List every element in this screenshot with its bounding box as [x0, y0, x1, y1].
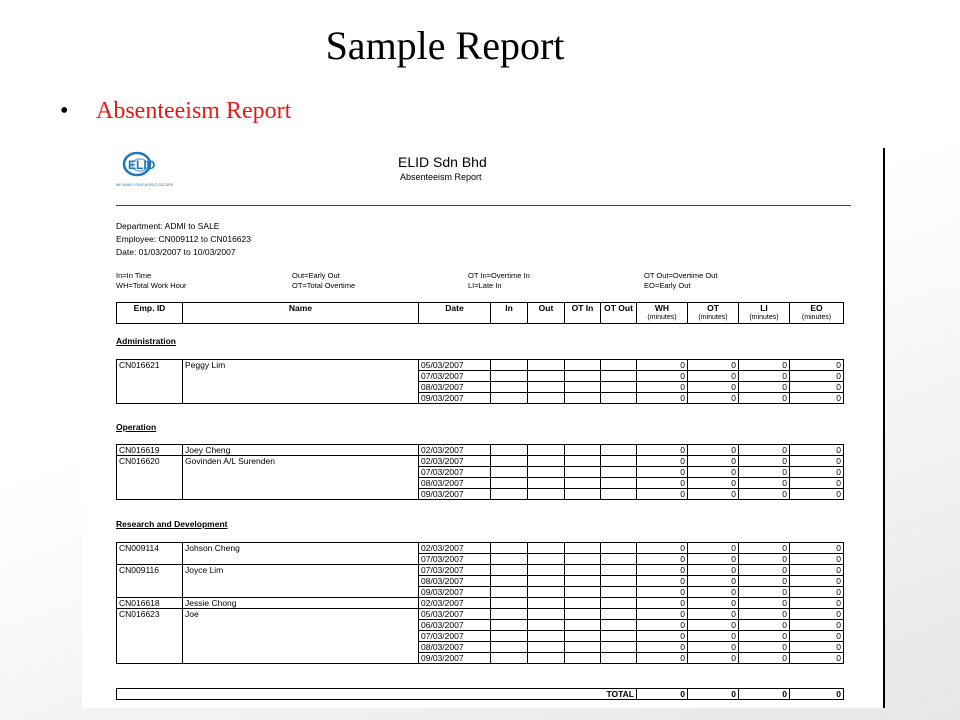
cell-ot-out [601, 620, 637, 631]
cell-name [183, 620, 419, 631]
cell-date: 02/03/2007 [419, 543, 491, 554]
cell-ot-out [601, 642, 637, 653]
bullet-text: Absenteeism Report [96, 98, 292, 124]
cell-emp-id: CN016619 [117, 445, 183, 456]
cell-li: 0 [739, 609, 790, 620]
cell-in [491, 642, 528, 653]
cell-ot-out [601, 382, 637, 393]
bullet-point: • [60, 98, 69, 124]
cell-in [491, 620, 528, 631]
cell-out [528, 456, 565, 467]
cell-date: 05/03/2007 [419, 609, 491, 620]
cell-out [528, 631, 565, 642]
cell-ot-out [601, 609, 637, 620]
date-filter: Date: 01/03/2007 to 10/03/2007 [116, 247, 236, 257]
legend-ot-in: OT In=Overtime In [468, 271, 530, 280]
cell-ot-out [601, 587, 637, 598]
cell-name [183, 576, 419, 587]
cell-date: 02/03/2007 [419, 598, 491, 609]
cell-eo: 0 [790, 620, 844, 631]
cell-wh: 0 [637, 631, 688, 642]
cell-date: 08/03/2007 [419, 478, 491, 489]
table-row [117, 642, 844, 653]
cell-eo: 0 [790, 543, 844, 554]
cell-ot: 0 [688, 576, 739, 587]
cell-out [528, 382, 565, 393]
cell-li: 0 [739, 360, 790, 371]
header-emp-id: Emp. ID [117, 303, 183, 324]
cell-in [491, 543, 528, 554]
cell-ot-in [565, 456, 601, 467]
cell-ot-out [601, 360, 637, 371]
cell-eo: 0 [790, 360, 844, 371]
cell-in [491, 653, 528, 664]
cell-emp-id: CN016621 [117, 360, 183, 371]
cell-wh: 0 [637, 360, 688, 371]
cell-ot-out [601, 598, 637, 609]
cell-out [528, 393, 565, 404]
cell-eo: 0 [790, 371, 844, 382]
cell-out [528, 598, 565, 609]
cell-ot-in [565, 478, 601, 489]
table-row [117, 620, 844, 631]
cell-li: 0 [739, 554, 790, 565]
cell-ot-in [565, 543, 601, 554]
cell-ot-out [601, 456, 637, 467]
cell-name: Johson Cheng [183, 543, 419, 554]
total-label: TOTAL [117, 689, 637, 700]
cell-name: Joe [183, 609, 419, 620]
cell-date: 07/03/2007 [419, 554, 491, 565]
cell-in [491, 489, 528, 500]
cell-name [183, 478, 419, 489]
cell-name: Jessie Chong [183, 598, 419, 609]
cell-eo: 0 [790, 598, 844, 609]
cell-name [183, 489, 419, 500]
cell-wh: 0 [637, 642, 688, 653]
cell-li: 0 [739, 598, 790, 609]
cell-wh: 0 [637, 382, 688, 393]
cell-emp-id [117, 393, 183, 404]
cell-ot-in [565, 489, 601, 500]
header-wh: WH [637, 303, 688, 314]
logo-wordmark: ELID [128, 158, 156, 172]
table-row [117, 371, 844, 382]
cell-in [491, 360, 528, 371]
cell-wh: 0 [637, 543, 688, 554]
cell-ot: 0 [688, 489, 739, 500]
table-row [117, 598, 844, 609]
cell-name [183, 382, 419, 393]
cell-emp-id [117, 587, 183, 598]
logo-tagline: WE MAKE YOUR WORLD SECURE [116, 183, 174, 187]
cell-out [528, 642, 565, 653]
header-divider [116, 205, 851, 206]
cell-ot: 0 [688, 631, 739, 642]
table-row [117, 587, 844, 598]
cell-ot: 0 [688, 554, 739, 565]
cell-name [183, 467, 419, 478]
cell-ot-in [565, 371, 601, 382]
cell-wh: 0 [637, 554, 688, 565]
cell-date: 07/03/2007 [419, 631, 491, 642]
cell-out [528, 467, 565, 478]
cell-eo: 0 [790, 393, 844, 404]
cell-ot: 0 [688, 642, 739, 653]
cell-wh: 0 [637, 445, 688, 456]
cell-ot: 0 [688, 565, 739, 576]
cell-wh: 0 [637, 576, 688, 587]
cell-eo: 0 [790, 445, 844, 456]
operation-table [116, 444, 844, 500]
legend-ot: OT=Total Overtime [292, 281, 356, 290]
cell-ot-in [565, 631, 601, 642]
cell-in [491, 587, 528, 598]
cell-wh: 0 [637, 620, 688, 631]
cell-out [528, 371, 565, 382]
cell-name [183, 393, 419, 404]
cell-date: 08/03/2007 [419, 382, 491, 393]
cell-date: 09/03/2007 [419, 653, 491, 664]
table-row [117, 393, 844, 404]
cell-ot-in [565, 565, 601, 576]
section-research: Research and Development [116, 519, 228, 529]
cell-ot-in [565, 576, 601, 587]
cell-name [183, 653, 419, 664]
header-out: Out [528, 303, 565, 324]
cell-name [183, 642, 419, 653]
cell-in [491, 576, 528, 587]
cell-ot-out [601, 371, 637, 382]
cell-ot: 0 [688, 445, 739, 456]
table-row [117, 382, 844, 393]
cell-li: 0 [739, 456, 790, 467]
cell-date: 07/03/2007 [419, 467, 491, 478]
cell-in [491, 371, 528, 382]
cell-ot-in [565, 554, 601, 565]
table-row [117, 565, 844, 576]
cell-li: 0 [739, 620, 790, 631]
cell-name [183, 371, 419, 382]
cell-in [491, 393, 528, 404]
cell-ot: 0 [688, 360, 739, 371]
cell-name [183, 554, 419, 565]
cell-wh: 0 [637, 653, 688, 664]
cell-li: 0 [739, 576, 790, 587]
cell-date: 06/03/2007 [419, 620, 491, 631]
cell-ot-in [565, 467, 601, 478]
cell-ot: 0 [688, 393, 739, 404]
cell-li: 0 [739, 371, 790, 382]
report-subtitle: Absenteeism Report [400, 172, 482, 182]
cell-ot-out [601, 576, 637, 587]
cell-name [183, 587, 419, 598]
cell-ot-in [565, 587, 601, 598]
cell-name: Peggy Lim [183, 360, 419, 371]
cell-in [491, 467, 528, 478]
cell-li: 0 [739, 587, 790, 598]
cell-li: 0 [739, 653, 790, 664]
employee-filter: Employee: CN009112 to CN016623 [116, 234, 251, 244]
cell-eo: 0 [790, 565, 844, 576]
cell-ot-out [601, 565, 637, 576]
company-name: ELID Sdn Bhd [398, 154, 487, 170]
cell-ot: 0 [688, 382, 739, 393]
cell-wh: 0 [637, 565, 688, 576]
column-header-table [116, 302, 844, 324]
cell-li: 0 [739, 467, 790, 478]
cell-wh: 0 [637, 587, 688, 598]
table-row [117, 543, 844, 554]
cell-eo: 0 [790, 642, 844, 653]
cell-emp-id [117, 620, 183, 631]
table-row [117, 653, 844, 664]
cell-in [491, 445, 528, 456]
cell-ot-in [565, 382, 601, 393]
cell-eo: 0 [790, 609, 844, 620]
header-date: Date [419, 303, 491, 324]
cell-li: 0 [739, 445, 790, 456]
cell-emp-id: CN016620 [117, 456, 183, 467]
cell-in [491, 554, 528, 565]
header-ot-out: OT Out [601, 303, 637, 324]
header-ot-unit: (minutes) [688, 313, 739, 324]
cell-name: Joey Cheng [183, 445, 419, 456]
cell-wh: 0 [637, 489, 688, 500]
cell-eo: 0 [790, 467, 844, 478]
header-in: In [491, 303, 528, 324]
header-ot: OT [688, 303, 739, 314]
cell-out [528, 653, 565, 664]
cell-name: Joyce Lim [183, 565, 419, 576]
cell-in [491, 609, 528, 620]
cell-emp-id [117, 554, 183, 565]
report-border [883, 148, 885, 708]
cell-ot-in [565, 360, 601, 371]
cell-out [528, 478, 565, 489]
cell-ot-out [601, 631, 637, 642]
administration-table [116, 359, 844, 404]
cell-out [528, 445, 565, 456]
cell-eo: 0 [790, 653, 844, 664]
header-eo: EO [790, 303, 844, 314]
cell-li: 0 [739, 543, 790, 554]
cell-in [491, 456, 528, 467]
cell-ot-in [565, 609, 601, 620]
cell-ot: 0 [688, 371, 739, 382]
total-eo: 0 [790, 689, 844, 700]
report-page [82, 148, 885, 708]
table-row [117, 478, 844, 489]
cell-eo: 0 [790, 478, 844, 489]
total-wh: 0 [637, 689, 688, 700]
cell-emp-id [117, 653, 183, 664]
department-filter: Department: ADMI to SALE [116, 221, 220, 231]
cell-in [491, 598, 528, 609]
cell-date: 05/03/2007 [419, 360, 491, 371]
cell-ot-in [565, 445, 601, 456]
cell-wh: 0 [637, 478, 688, 489]
cell-li: 0 [739, 382, 790, 393]
cell-emp-id [117, 371, 183, 382]
cell-ot-in [565, 642, 601, 653]
cell-eo: 0 [790, 587, 844, 598]
cell-date: 07/03/2007 [419, 565, 491, 576]
cell-ot-in [565, 598, 601, 609]
cell-emp-id [117, 642, 183, 653]
cell-out [528, 587, 565, 598]
cell-date: 09/03/2007 [419, 489, 491, 500]
cell-date: 07/03/2007 [419, 371, 491, 382]
table-row [117, 576, 844, 587]
cell-emp-id [117, 478, 183, 489]
legend-eo: EO=Early Out [644, 281, 691, 290]
header-wh-unit: (minutes) [637, 313, 688, 324]
cell-wh: 0 [637, 467, 688, 478]
cell-out [528, 543, 565, 554]
cell-wh: 0 [637, 371, 688, 382]
legend-li: LI=Late In [468, 281, 502, 290]
cell-ot: 0 [688, 467, 739, 478]
cell-ot-out [601, 543, 637, 554]
section-operation: Operation [116, 422, 157, 432]
cell-name [183, 631, 419, 642]
cell-emp-id [117, 382, 183, 393]
cell-eo: 0 [790, 554, 844, 565]
header-eo-unit: (minutes) [790, 313, 844, 324]
cell-ot-in [565, 393, 601, 404]
cell-date: 02/03/2007 [419, 445, 491, 456]
table-row [117, 445, 844, 456]
table-row [117, 631, 844, 642]
cell-date: 02/03/2007 [419, 456, 491, 467]
cell-ot: 0 [688, 456, 739, 467]
cell-ot-out [601, 478, 637, 489]
legend-ot-out: OT Out=Overtime Out [644, 271, 718, 280]
cell-eo: 0 [790, 489, 844, 500]
cell-li: 0 [739, 393, 790, 404]
cell-ot-out [601, 489, 637, 500]
cell-out [528, 489, 565, 500]
cell-wh: 0 [637, 393, 688, 404]
cell-li: 0 [739, 478, 790, 489]
header-name: Name [183, 303, 419, 324]
table-row [117, 360, 844, 371]
cell-out [528, 360, 565, 371]
table-row [117, 456, 844, 467]
cell-ot-out [601, 393, 637, 404]
header-li: LI [739, 303, 790, 314]
cell-li: 0 [739, 631, 790, 642]
cell-emp-id [117, 631, 183, 642]
cell-ot: 0 [688, 653, 739, 664]
legend-wh: WH=Total Work Hour [116, 281, 187, 290]
cell-eo: 0 [790, 382, 844, 393]
cell-emp-id [117, 467, 183, 478]
cell-eo: 0 [790, 456, 844, 467]
research-table [116, 542, 844, 664]
cell-emp-id: CN016618 [117, 598, 183, 609]
cell-ot: 0 [688, 587, 739, 598]
cell-emp-id: CN016623 [117, 609, 183, 620]
cell-out [528, 620, 565, 631]
cell-out [528, 565, 565, 576]
cell-out [528, 554, 565, 565]
cell-name: Govinden A/L Surenden [183, 456, 419, 467]
cell-date: 09/03/2007 [419, 393, 491, 404]
cell-ot: 0 [688, 543, 739, 554]
cell-in [491, 631, 528, 642]
legend-in: In=In Time [116, 271, 152, 280]
cell-eo: 0 [790, 576, 844, 587]
total-ot: 0 [688, 689, 739, 700]
cell-in [491, 382, 528, 393]
elid-logo-icon [116, 150, 176, 188]
cell-wh: 0 [637, 456, 688, 467]
cell-li: 0 [739, 489, 790, 500]
cell-wh: 0 [637, 598, 688, 609]
cell-ot-out [601, 467, 637, 478]
cell-emp-id [117, 576, 183, 587]
cell-ot-out [601, 653, 637, 664]
cell-li: 0 [739, 565, 790, 576]
cell-emp-id: CN009114 [117, 543, 183, 554]
section-administration: Administration [116, 336, 176, 346]
table-row [117, 489, 844, 500]
cell-ot: 0 [688, 609, 739, 620]
cell-ot-out [601, 554, 637, 565]
cell-date: 08/03/2007 [419, 642, 491, 653]
total-li: 0 [739, 689, 790, 700]
legend-out: Out=Early Out [292, 271, 340, 280]
header-li-unit: (minutes) [739, 313, 790, 324]
cell-eo: 0 [790, 631, 844, 642]
cell-date: 09/03/2007 [419, 587, 491, 598]
cell-li: 0 [739, 642, 790, 653]
slide-title: Sample Report [325, 23, 565, 68]
cell-out [528, 609, 565, 620]
cell-wh: 0 [637, 609, 688, 620]
table-row [117, 467, 844, 478]
cell-in [491, 565, 528, 576]
cell-out [528, 576, 565, 587]
cell-in [491, 478, 528, 489]
cell-emp-id: CN009116 [117, 565, 183, 576]
total-table [116, 688, 844, 700]
cell-ot: 0 [688, 478, 739, 489]
cell-ot-in [565, 653, 601, 664]
table-row [117, 609, 844, 620]
header-ot-in: OT In [565, 303, 601, 324]
cell-date: 08/03/2007 [419, 576, 491, 587]
cell-ot: 0 [688, 598, 739, 609]
cell-ot-in [565, 620, 601, 631]
cell-ot-out [601, 445, 637, 456]
table-row [117, 554, 844, 565]
cell-ot: 0 [688, 620, 739, 631]
cell-emp-id [117, 489, 183, 500]
